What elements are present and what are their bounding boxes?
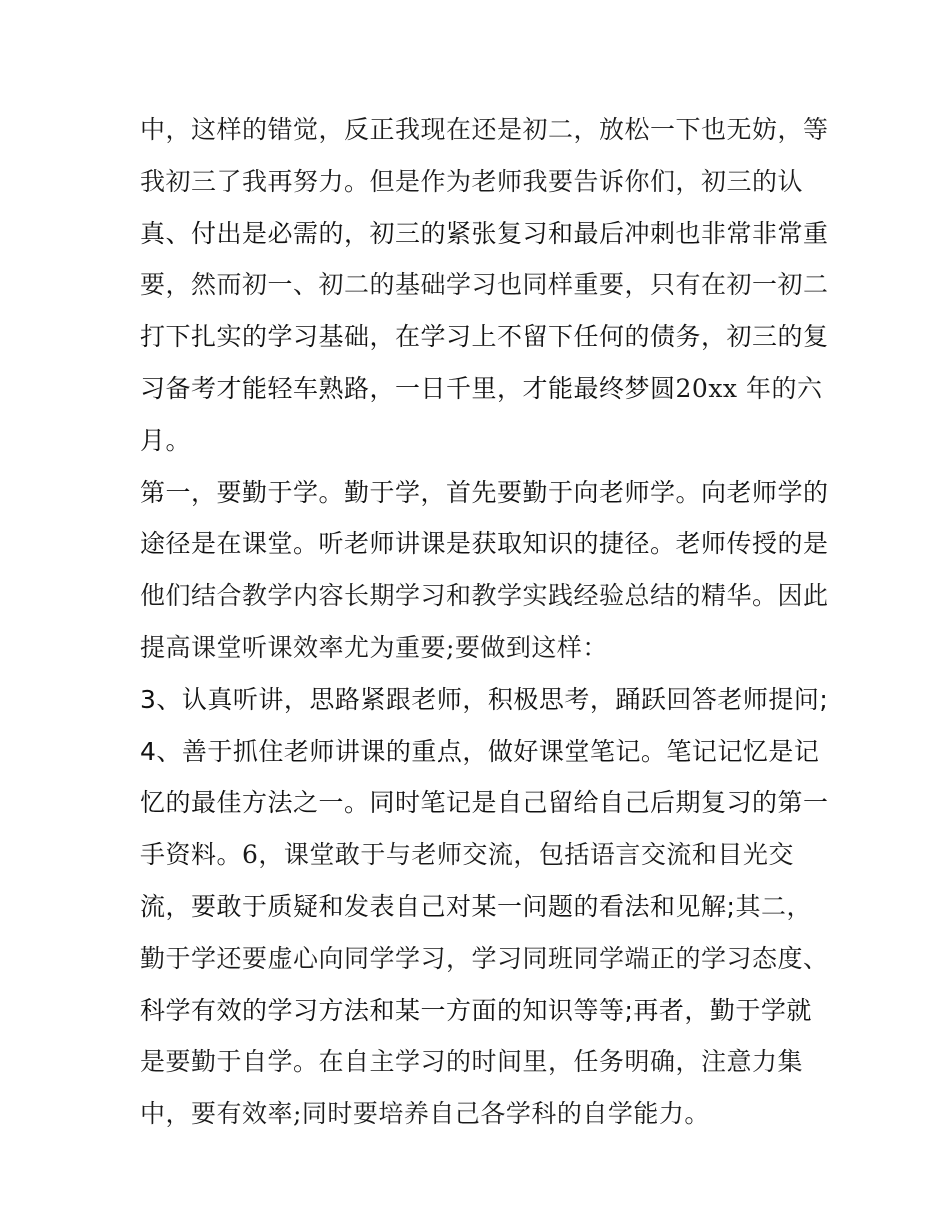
text-line-15 (140, 829, 830, 881)
text-line-15-part-1: 手资料。 (140, 840, 243, 870)
text-line-10: 他们结合教学内容长期学习和教学实践经验总结的精华。因此 (140, 581, 829, 611)
text-line-4: 要，然而初一、初二的基础学习也同样重要，只有在初一初二 (140, 270, 829, 300)
text-line-15-part-2: 6，课堂敢于与老师交流，包括语言交流和目光交 (242, 840, 794, 870)
text-line-11: 提高课堂听课效率尤为重要;要做到这样： (140, 632, 608, 662)
text-line-6 (140, 363, 830, 415)
text-line-16-part-1: 流，要敢于质疑和发表自己对某一问题的看法和见解; (140, 891, 736, 921)
text-line-2: 我初三了我再努力。但是作为老师我要告诉你们，初三的认 (140, 166, 804, 196)
text-line-1: 中，这样的错觉，反正我现在还是初二，放松一下也无妨，等 (140, 115, 829, 144)
text-line-8: 第一，要勤于学。勤于学，首先要勤于向老师学。向老师学的 (140, 477, 829, 507)
text-line-14: 忆的最佳方法之一。同时笔记是自己留给自己后期复习的第一 (140, 788, 829, 818)
text-line-20: 中，要有效率;同时要培养自己各学科的自学能力。 (140, 1099, 710, 1129)
text-line-3: 真、付出是必需的，初三的紧张复习和最后冲刺也非常非常重 (140, 218, 829, 248)
text-line-5: 打下扎实的学习基础，在学习上不留下任何的债务，初三的复 (140, 322, 829, 352)
text-line-6-part-1: 习备考才能轻车熟路，一日千里，才能最终梦圆 (140, 373, 676, 403)
text-line-6-part-2: 20xx 年的六 (675, 373, 823, 403)
text-line-12: 3、认真听讲，思路紧跟老师，积极思考，踊跃回答老师提问; (140, 684, 829, 714)
text-line-16 (140, 881, 830, 933)
text-line-17: 勤于学还要虚心向同学学习，学习同班同学端正的学习态度、 (140, 943, 829, 973)
text-line-13: 4、善于抓住老师讲课的重点，做好课堂笔记。笔记记忆是记 (140, 736, 820, 766)
text-line-9: 途径是在课堂。听老师讲课是获取知识的捷径。老师传授的是 (140, 529, 829, 559)
text-line-18: 科学有效的学习方法和某一方面的知识等等;再者，勤于学就 (140, 995, 812, 1025)
text-line-19: 是要勤于自学。在自主学习的时间里，任务明确，注意力集 (140, 1047, 804, 1077)
body-text (140, 104, 830, 1140)
text-line-7: 月。 (140, 425, 192, 455)
text-line-16-part-2: 其二， (735, 891, 812, 921)
